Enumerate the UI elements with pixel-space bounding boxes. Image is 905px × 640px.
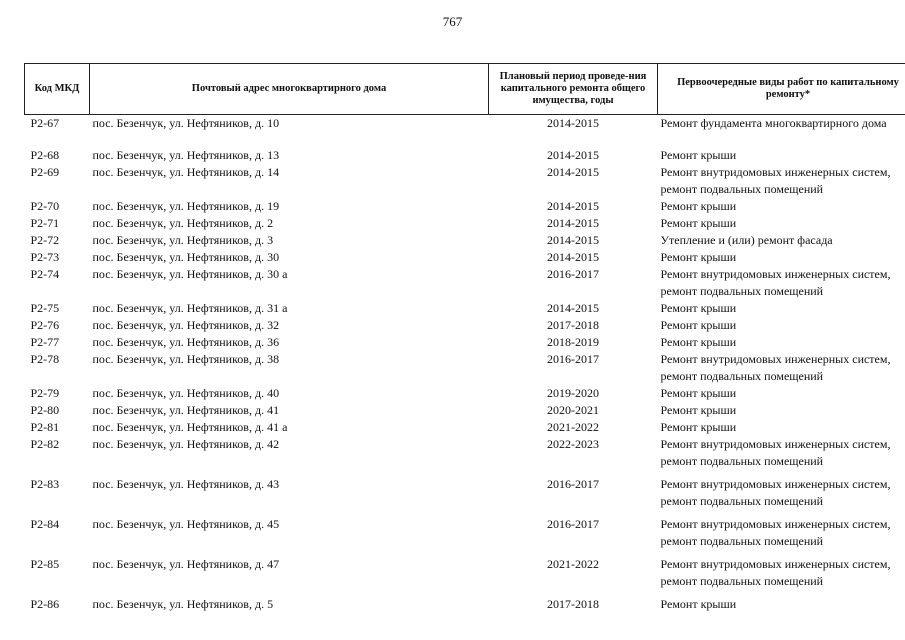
cell-code: Р2-82 [30,437,60,451]
cell-period: 2021-2022 [547,557,599,571]
table-row [25,198,905,215]
cell-code: Р2-70 [30,199,60,213]
cell-code: Р2-71 [30,216,60,230]
cell-works [658,164,905,198]
work-line: Ремонт внутридомовых инженерных систем, [660,165,891,179]
cell-address: пос. Безенчук, ул. Нефтяников, д. 41 [92,403,280,417]
cell-period: 2014-2015 [547,301,599,315]
work-line: Ремонт крыши [660,597,737,611]
work-line: ремонт подвальных помещений [660,284,824,298]
cell-works [658,215,905,232]
work-line: Ремонт крыши [660,335,737,349]
cell-works [658,516,905,556]
table-row [25,419,905,436]
cell-works [658,300,905,317]
table-row [25,334,905,351]
cell-works [658,147,905,164]
cell-address: пос. Безенчук, ул. Нефтяников, д. 42 [92,437,280,451]
header-period: Плановый период проведе-ния капитального ремонта общего имущества, годы [489,64,658,115]
work-line: ремонт подвальных помещений [660,182,824,196]
cell-code: Р2-67 [30,116,60,130]
work-line: Ремонт крыши [660,250,737,264]
cell-works [658,266,905,300]
work-line: Ремонт фундамента многоквартирного дома [660,116,887,130]
cell-period: 2016-2017 [547,267,599,281]
cell-code: Р2-86 [30,597,60,611]
cell-code: Р2-84 [30,517,60,531]
work-line: Ремонт внутридомовых инженерных систем, [660,437,891,451]
cell-period: 2014-2015 [547,233,599,247]
cell-period: 2016-2017 [547,352,599,366]
table-row [25,115,905,148]
cell-works [658,385,905,402]
header-works: Первоочередные виды работ по капитальному ремонту* [658,64,905,115]
cell-address: пос. Безенчук, ул. Нефтяников, д. 41 а [92,420,288,434]
table-row [25,215,905,232]
cell-address: пос. Безенчук, ул. Нефтяников, д. 38 [92,352,280,366]
cell-address: пос. Безенчук, ул. Нефтяников, д. 45 [92,517,280,531]
table-row [25,164,905,198]
work-line: Ремонт крыши [660,386,737,400]
cell-period: 2014-2015 [547,165,599,179]
work-line: Ремонт внутридомовых инженерных систем, [660,267,891,281]
cell-works [658,351,905,385]
cell-period: 2014-2015 [547,250,599,264]
cell-period: 2017-2018 [547,318,599,332]
cell-period: 2017-2018 [547,597,599,611]
cell-address: пос. Безенчук, ул. Нефтяников, д. 36 [92,335,280,349]
table-row [25,232,905,249]
table-row [25,385,905,402]
work-line: ремонт подвальных помещений [660,534,824,548]
cell-works [658,596,905,613]
table-body [25,115,905,614]
cell-address: пос. Безенчук, ул. Нефтяников, д. 14 [92,165,280,179]
page-number: 767 [442,14,463,29]
cell-address: пос. Безенчук, ул. Нефтяников, д. 32 [92,318,280,332]
table-row [25,147,905,164]
cell-address: пос. Безенчук, ул. Нефтяников, д. 30 а [92,267,288,281]
cell-works [658,402,905,419]
work-line: ремонт подвальных помещений [660,369,824,383]
cell-address: пос. Безенчук, ул. Нефтяников, д. 47 [92,557,280,571]
work-line: Ремонт внутридомовых инженерных систем, [660,352,891,366]
repair-schedule-table [24,63,905,613]
work-line: Ремонт крыши [660,318,737,332]
cell-code: Р2-78 [30,352,60,366]
cell-period: 2019-2020 [547,386,599,400]
header-code: Код МКД [25,64,90,115]
work-line: Ремонт внутридомовых инженерных систем, [660,517,891,531]
cell-works [658,115,905,148]
cell-works [658,249,905,266]
cell-works [658,334,905,351]
work-line: Ремонт крыши [660,216,737,230]
cell-works [658,419,905,436]
cell-code: Р2-83 [30,477,60,491]
cell-address: пос. Безенчук, ул. Нефтяников, д. 30 [92,250,280,264]
work-line: Ремонт крыши [660,403,737,417]
work-line: Ремонт внутридомовых инженерных систем, [660,477,891,491]
cell-address: пос. Безенчук, ул. Нефтяников, д. 13 [92,148,280,162]
cell-period: 2016-2017 [547,477,599,491]
cell-works [658,317,905,334]
table-row [25,436,905,476]
cell-works [658,556,905,596]
cell-code: Р2-76 [30,318,60,332]
cell-period: 2022-2023 [547,437,599,451]
cell-period: 2018-2019 [547,335,599,349]
work-line: ремонт подвальных помещений [660,454,824,468]
cell-code: Р2-81 [30,420,60,434]
work-line: Ремонт внутридомовых инженерных систем, [660,557,891,571]
work-line: Ремонт крыши [660,301,737,315]
cell-works [658,198,905,215]
cell-period: 2020-2021 [547,403,599,417]
cell-period: 2014-2015 [547,216,599,230]
cell-code: Р2-79 [30,386,60,400]
cell-code: Р2-73 [30,250,60,264]
cell-period: 2014-2015 [547,116,599,130]
table-row [25,476,905,516]
cell-address: пос. Безенчук, ул. Нефтяников, д. 3 [92,233,274,247]
cell-works [658,476,905,516]
table-header-row [25,64,905,115]
cell-period: 2016-2017 [547,517,599,531]
cell-period: 2014-2015 [547,148,599,162]
table-row [25,266,905,300]
work-line: ремонт подвальных помещений [660,574,824,588]
cell-code: Р2-69 [30,165,60,179]
table-row [25,351,905,385]
cell-code: Р2-72 [30,233,60,247]
table-row [25,300,905,317]
work-line: ремонт подвальных помещений [660,494,824,508]
work-line: Ремонт крыши [660,199,737,213]
cell-address: пос. Безенчук, ул. Нефтяников, д. 43 [92,477,280,491]
table-row [25,249,905,266]
cell-period: 2014-2015 [547,199,599,213]
work-line: Ремонт крыши [660,148,737,162]
header-address: Почтовый адрес многоквартирного дома [90,64,489,115]
cell-code: Р2-68 [30,148,60,162]
cell-address: пос. Безенчук, ул. Нефтяников, д. 2 [92,216,274,230]
cell-works [658,232,905,249]
cell-address: пос. Безенчук, ул. Нефтяников, д. 5 [92,597,274,611]
table-row [25,516,905,556]
table-row [25,402,905,419]
cell-code: Р2-85 [30,557,60,571]
cell-code: Р2-80 [30,403,60,417]
cell-address: пос. Безенчук, ул. Нефтяников, д. 40 [92,386,280,400]
work-line: Утепление и (или) ремонт фасада [660,233,833,247]
cell-address: пос. Безенчук, ул. Нефтяников, д. 19 [92,199,280,213]
work-line: Ремонт крыши [660,420,737,434]
table-row [25,596,905,613]
cell-code: Р2-75 [30,301,60,315]
cell-address: пос. Безенчук, ул. Нефтяников, д. 10 [92,116,280,130]
table-row [25,317,905,334]
cell-period: 2021-2022 [547,420,599,434]
table-row [25,556,905,596]
cell-code: Р2-77 [30,335,60,349]
cell-code: Р2-74 [30,267,60,281]
cell-works [658,436,905,476]
cell-address: пос. Безенчук, ул. Нефтяников, д. 31 а [92,301,288,315]
